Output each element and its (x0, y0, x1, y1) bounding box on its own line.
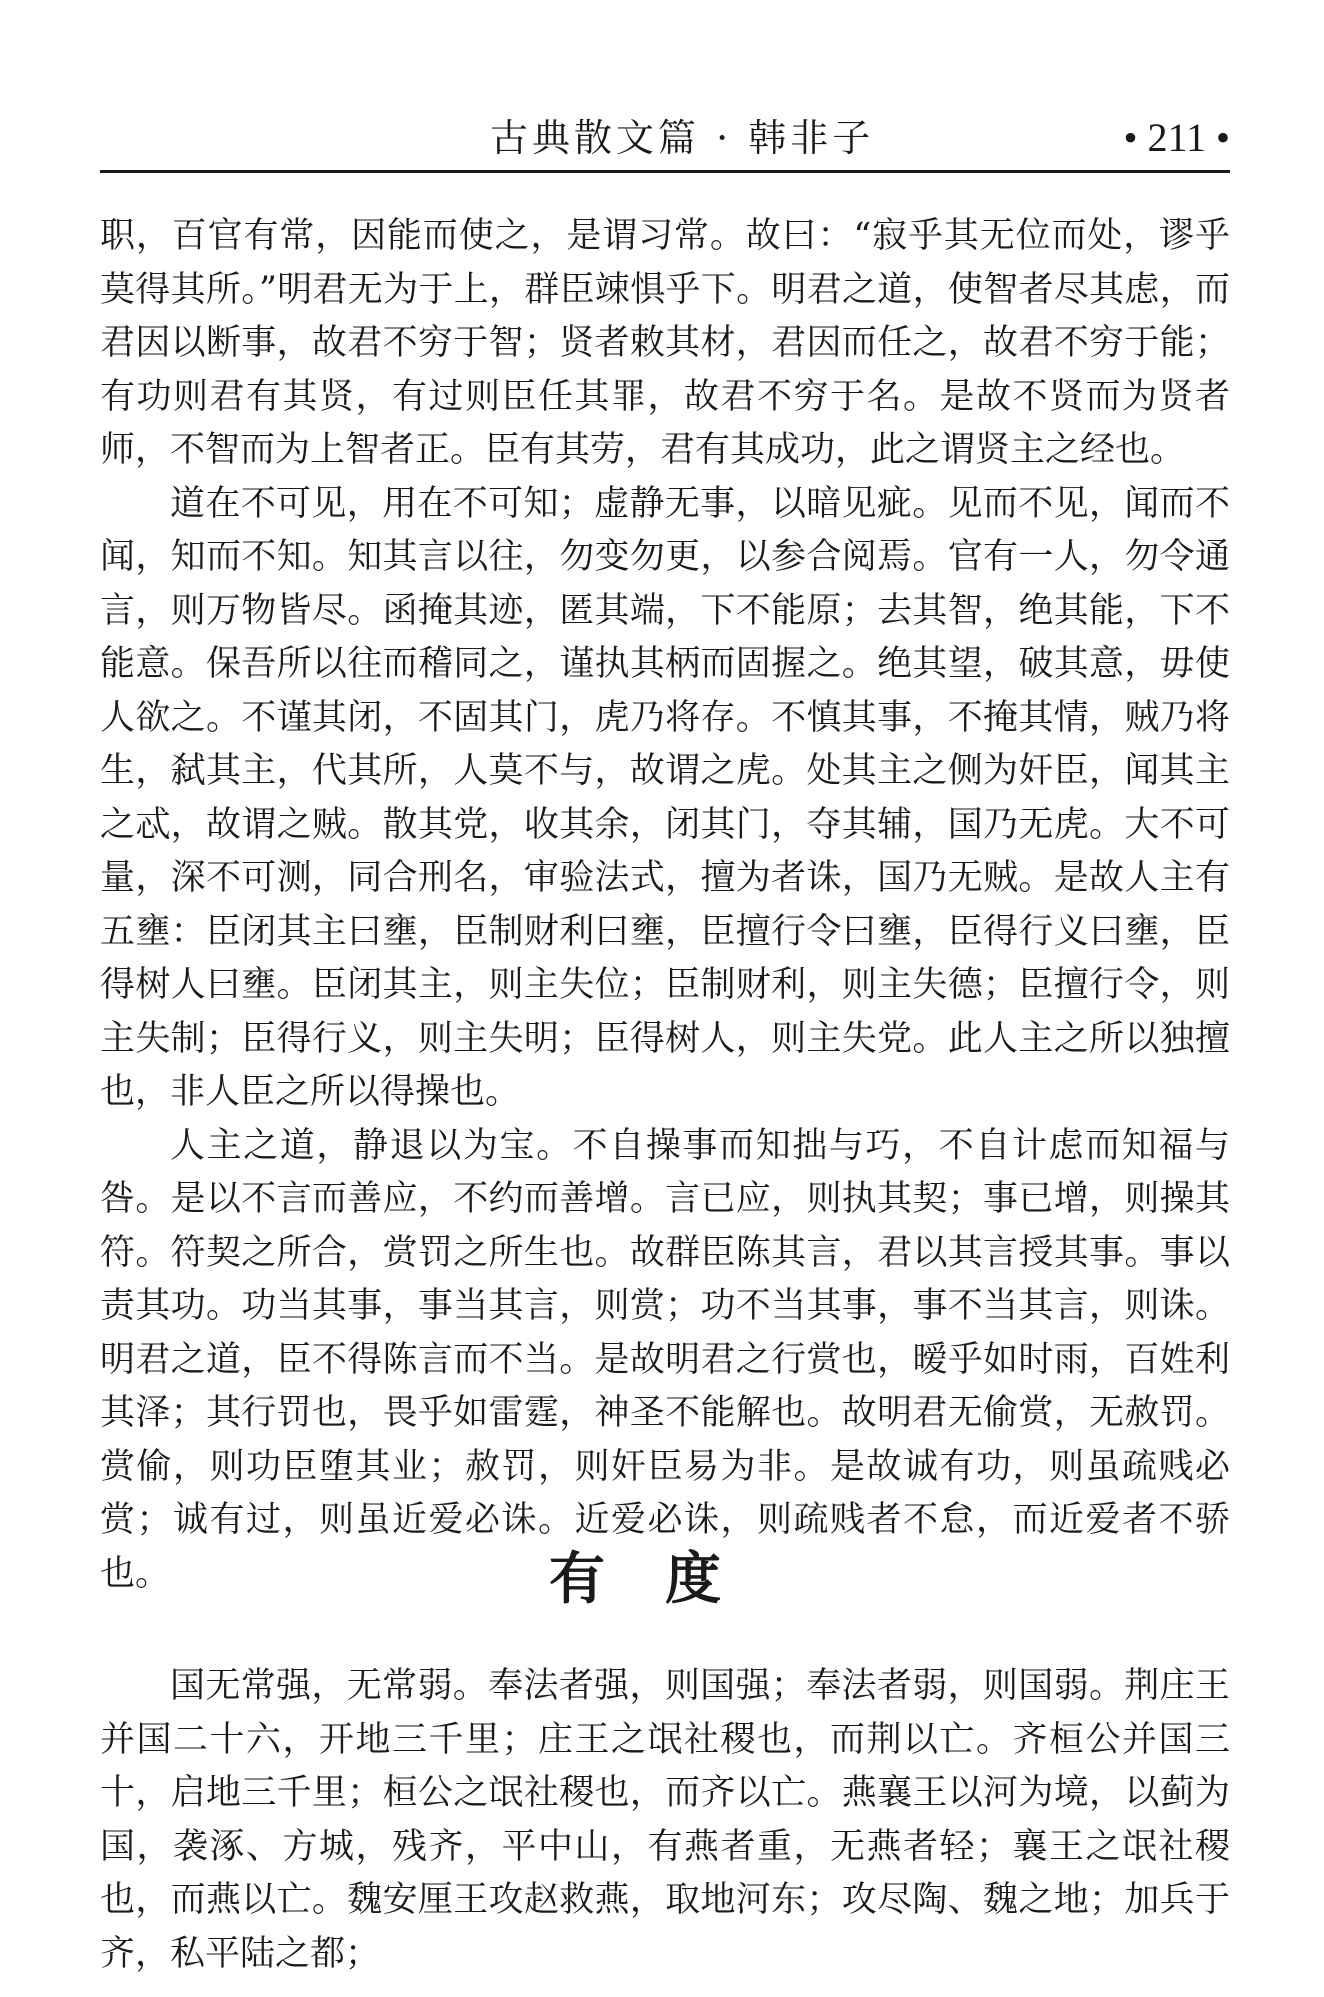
running-header (100, 108, 1230, 168)
paragraph: 道在不可见，用在不可知；虚静无事，以暗见疵。见而不见，闻而不闻，知而不知。知其言以往，勿变勿更，以参合阅焉。官有一人，勿令通言，则万物皆尽。函掩其迹，匿其端，下不能原；去其智，绝其能，下不能意。保吾所以往而稽同之，谨执其柄而固握之。绝其望，破其意，毋使人欲之。不谨其闭，不固其门，虎乃将存。不慎其事，不掩其情，贼乃将生，弑其主，代其所，人莫不与，故谓之虎。处其主之侧为奸臣，闻其主之忒，故谓之贼。散其党，收其余，闭其门，夺其辅，国乃无虎。大不可量，深不可测，同合刑名，审验法式，擅为者诛，国乃无贼。是故人主有五壅：臣闭其主曰壅，臣制财利曰壅，臣擅行令曰壅，臣得行义曰壅，臣得树人曰壅。臣闭其主，则主失位；臣制财利，则主失德；臣擅行令，则主失制；臣得行义，则主失明；臣得树人，则主失党。此人主之所以独擅也，非人臣之所以得操也。 (100, 483, 1230, 1112)
section-title: 有度 (549, 1547, 781, 1612)
header-title: 古典散文篇 · 韩非子 (490, 116, 875, 160)
body-text (100, 210, 1230, 1601)
page-number: • 211 • (1123, 115, 1230, 160)
paragraph: 国无常强，无常弱。奉法者强，则国强；奉法者弱，则国弱。荆庄王并国二十六，开地三千里；庄王之氓社稷也，而荆以亡。齐桓公并国三十，启地三千里；桓公之氓社稷也，而齐以亡。燕襄王以河为境，以蓟为国，袭涿、方城，残齐，平中山，有燕者重，无燕者轻；襄王之氓社稷也，而燕以亡。魏安厘王攻赵救燕，取地河东；攻尽陶、魏之地；加兵于齐，私平陆之都； (100, 1666, 1230, 1974)
section-text (100, 1660, 1230, 1981)
header-rule (100, 170, 1230, 173)
paragraph: 人主之道，静退以为宝。不自操事而知拙与巧，不自计虑而知福与咎。是以不言而善应，不约而善增。言已应，则执其契；事已增，则操其符。符契之所合，赏罚之所生也。故群臣陈其言，君以其言授其事。事以责其功。功当其事，事当其言，则赏；功不当其事，事不当其言，则诛。明君之道，臣不得陈言而不当。是故明君之行赏也，暧乎如时雨，百姓利其泽；其行罚也，畏乎如雷霆，神圣不能解也。故明君无偷赏，无赦罚。赏偷，则功臣堕其业；赦罚，则奸臣易为非。是故诚有功，则虽疏贱必赏；诚有过，则虽近爱必诛。近爱必诛，则疏贱者不怠，而近爱者不骄也。 (100, 1125, 1230, 1594)
paragraph-continued: 职，百官有常，因能而使之，是谓习常。故曰：“寂乎其无位而处，谬乎莫得其所。”明君无为于上，群臣竦惧乎下。明君之道，使智者尽其虑，而君因以断事，故君不穷于智；贤者敕其材，君因而任之，故君不穷于能；有功则君有其贤，有过则臣任其罪，故君不穷于名。是故不贤而为贤者师，不智而为上智者正。臣有其劳，君有其成功，此之谓贤主之经也。 (100, 216, 1230, 470)
